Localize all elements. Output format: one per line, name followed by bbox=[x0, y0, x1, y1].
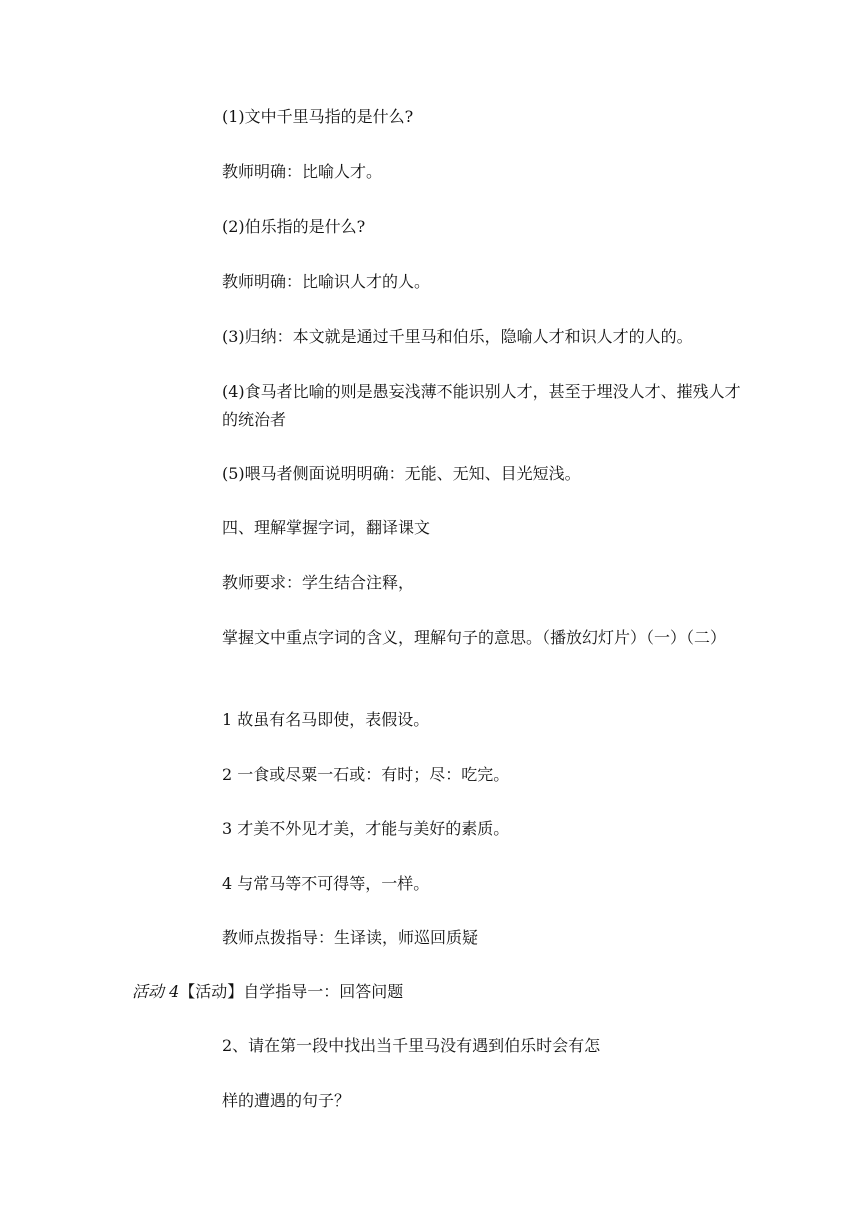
answer-2: 教师明确：比喻识人才的人。 bbox=[222, 272, 431, 291]
question-line-2: 样的遭遇的句子？ bbox=[222, 1091, 351, 1110]
teacher-requirement: 教师要求：学生结合注释， bbox=[222, 573, 415, 592]
summary-3: (3)归纳：本文就是通过千里马和伯乐，隐喻人才和识人才的人的。 bbox=[222, 327, 693, 346]
activity-title: 【活动】自学指导一：回答问题 bbox=[179, 982, 404, 1001]
activity-prefix: 活动 4 bbox=[132, 982, 180, 1001]
vocab-item-3: 3 才美不外见才美，才能与美好的素质。 bbox=[222, 819, 510, 838]
section-title: 四、理解掌握字词，翻译课文 bbox=[222, 518, 431, 537]
summary-5: (5)喂马者侧面说明明确：无能、无知、目光短浅。 bbox=[222, 464, 581, 483]
question-1: (1)文中千里马指的是什么? bbox=[222, 107, 414, 126]
answer-1: 教师明确：比喻人才。 bbox=[222, 162, 383, 181]
word-meaning-instruction: 掌握文中重点字词的含义，理解句子的意思。（播放幻灯片）（一）（二） bbox=[222, 628, 727, 647]
question-2: (2)伯乐指的是什么? bbox=[222, 217, 366, 236]
vocab-item-2: 2 一食或尽粟一石或：有时；尽：吃完。 bbox=[222, 765, 510, 784]
question-line-1: 2、请在第一段中找出当千里马没有遇到伯乐时会有怎 bbox=[222, 1036, 601, 1055]
teacher-guidance: 教师点拨指导：生译读，师巡回质疑 bbox=[222, 928, 479, 947]
summary-4: (4)食马者比喻的则是愚妄浅薄不能识别人才，甚至于埋没人才、摧残人才的统治者 bbox=[222, 382, 741, 429]
activity-heading bbox=[132, 978, 652, 1006]
vocab-item-1: 1 故虽有名马即使，表假设。 bbox=[222, 710, 430, 729]
vocab-item-4: 4 与常马等不可得等，一样。 bbox=[222, 874, 430, 893]
